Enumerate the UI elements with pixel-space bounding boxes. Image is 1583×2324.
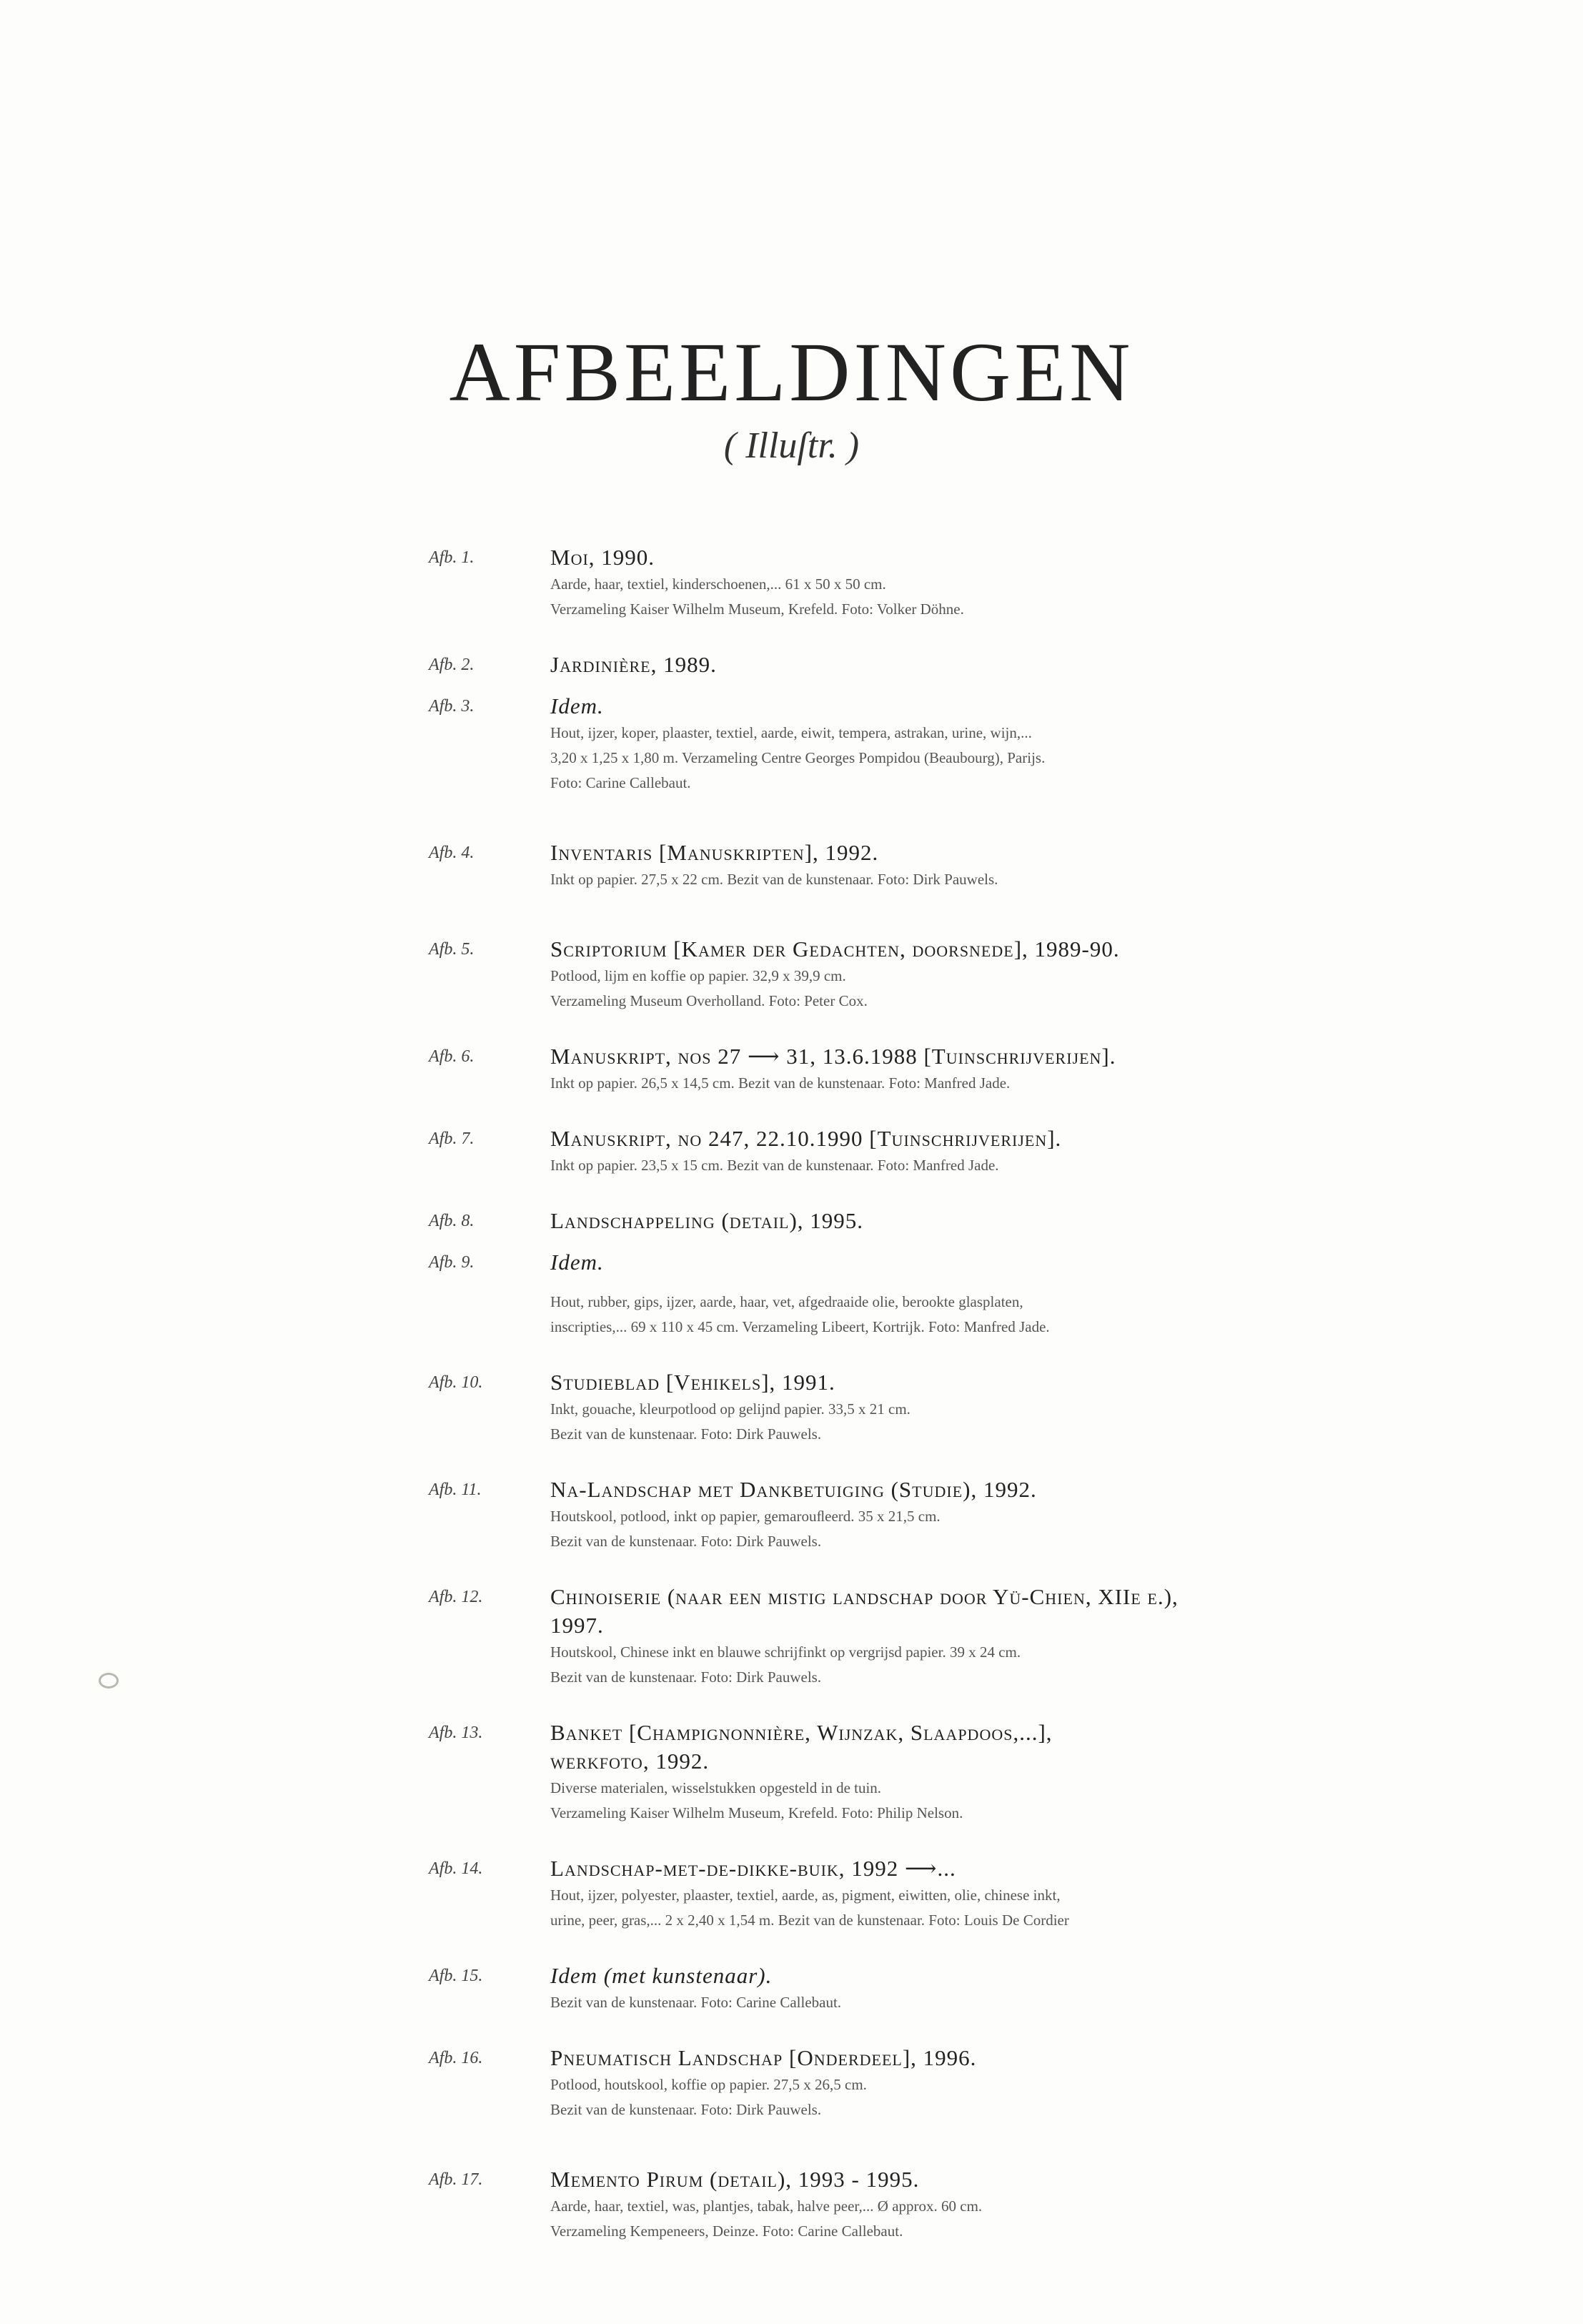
list-item (429, 1475, 1201, 1554)
entry-title: Manuskript, no 247, 22.10.1990 [Tuinschrijverijen]. (550, 1126, 1062, 1151)
list-item (429, 1042, 1201, 1096)
figure-number: Afb. 17. (429, 2170, 483, 2189)
entry-description: Inkt, gouache, kleurpotlood op gelijnd papier. 33,5 x 21 cm. (550, 1400, 910, 1418)
figure-number: Afb. 11. (429, 1480, 482, 1499)
list-item (429, 2044, 1201, 2122)
figure-number: Afb. 1. (429, 548, 475, 567)
list-item (429, 1124, 1201, 1178)
entry-description: Bezit van de kunstenaar. Foto: Dirk Pauwels. (550, 1533, 822, 1550)
figure-number: Afb. 9. (429, 1253, 475, 1272)
figure-number: Afb. 16. (429, 2049, 483, 2067)
entry-title: Banket [Champignonnière, Wijnzak, Slaapdoos,...], (550, 1720, 1053, 1745)
list-item (429, 651, 1201, 679)
entry-description: Verzameling Kaiser Wilhelm Museum, Krefeld. Foto: Philip Nelson. (550, 1804, 963, 1821)
entry-title: Jardinière, 1989. (550, 652, 717, 677)
list-item (429, 935, 1201, 1014)
figure-number: Afb. 3. (429, 697, 475, 716)
entry-description: Bezit van de kunstenaar. Foto: Dirk Pauwels. (550, 1668, 822, 1686)
figure-number: Afb. 14. (429, 1859, 483, 1878)
entry-description: Potlood, houtskool, koffie op papier. 27,5 x 26,5 cm. (550, 2076, 867, 2093)
figure-number: Afb. 2. (429, 656, 475, 674)
figure-number: Afb. 10. (429, 1373, 483, 1392)
entry-title: Landschappeling (detail), 1995. (550, 1208, 864, 1233)
entry-description: Diverse materialen, wisselstukken opgesteld in de tuin. (550, 1779, 882, 1796)
entry-title: Inventaris [Manuskripten], 1992. (550, 840, 879, 865)
entry-title: Chinoiserie (naar een mistig landschap door Yü-Chien, XIIe e.), 1997. (550, 1584, 1178, 1638)
entry-title: Memento Pirum (detail), 1993 - 1995. (550, 2167, 920, 2192)
list-item (429, 543, 1201, 622)
entry-description: 3,20 x 1,25 x 1,80 m. Verzameling Centre Georges Pompidou (Beaubourg), Parijs. (550, 749, 1046, 766)
entry-description: Houtskool, potlood, inkt op papier, gemarouﬂeerd. 35 x 21,5 cm. (550, 1508, 941, 1525)
entry-title: Moi, 1990. (550, 545, 655, 570)
entry-description: Inkt op papier. 26,5 x 14,5 cm. Bezit van de kunstenaar. Foto: Manfred Jade. (550, 1074, 1011, 1092)
paper-speck-mark (99, 1673, 119, 1688)
entry-description: Bezit van de kunstenaar. Foto: Carine Callebaut. (550, 1994, 842, 2011)
entry-title-continued: werkfoto, 1992. (550, 1749, 710, 1774)
list-item (429, 1854, 1201, 1933)
entry-description: Foto: Carine Callebaut. (550, 774, 691, 791)
list-item (429, 1583, 1201, 1690)
figure-number: Afb. 15. (429, 1967, 483, 1985)
page-title: AFBEELDINGEN (449, 325, 1134, 419)
entry-description: urine, peer, gras,... 2 x 2,40 x 1,54 m. Bezit van de kunstenaar. Foto: Louis De Cordier (550, 1912, 1069, 1929)
entry-description: Verzameling Kempeneers, Deinze. Foto: Carine Callebaut. (550, 2222, 903, 2240)
entry-description: Verzameling Museum Overholland. Foto: Peter Cox. (550, 992, 868, 1009)
entry-title: Idem. (550, 1250, 604, 1275)
entry-description: inscripties,... 69 x 110 x 45 cm. Verzameling Libeert, Kortrijk. Foto: Manfred Jade. (550, 1318, 1050, 1335)
entry-description: Potlood, lijm en koffie op papier. 32,9 x 39,9 cm. (550, 967, 846, 984)
entry-title: Idem (met kunstenaar). (550, 1963, 773, 1988)
entry-title: Landschap-met-de-dikke-buik, 1992 ⟶... (550, 1856, 956, 1881)
list-item (429, 1368, 1201, 1447)
list-item (429, 692, 1201, 796)
figure-number: Afb. 8. (429, 1212, 475, 1230)
entry-description: Inkt op papier. 27,5 x 22 cm. Bezit van de kunstenaar. Foto: Dirk Pauwels. (550, 871, 998, 888)
entry-description: Hout, ijzer, polyester, plaaster, textiel, aarde, as, pigment, eiwitten, olie, chinese inkt, (550, 1887, 1061, 1904)
entry-title: Scriptorium [Kamer der Gedachten, doorsnede], 1989-90. (550, 936, 1120, 961)
entry-title: Studieblad [Vehikels], 1991. (550, 1370, 835, 1395)
figure-number: Afb. 7. (429, 1129, 475, 1148)
list-item (429, 1207, 1201, 1235)
page-subtitle: ( Illuſtr. ) (723, 425, 860, 466)
figure-number: Afb. 6. (429, 1047, 475, 1066)
list-item (429, 1248, 1201, 1340)
figure-number: Afb. 13. (429, 1724, 483, 1742)
list-item (429, 2165, 1201, 2244)
entry-description: Aarde, haar, textiel, kinderschoenen,... 61 x 50 x 50 cm. (550, 575, 886, 593)
figure-number: Afb. 5. (429, 940, 475, 959)
entry-title: Idem. (550, 693, 604, 718)
list-item (429, 1719, 1201, 1826)
entry-title: Na-Landschap met Dankbetuiging (Studie), 1992. (550, 1477, 1037, 1502)
figure-number: Afb. 4. (429, 844, 475, 862)
entry-description: Hout, ijzer, koper, plaaster, textiel, aarde, eiwit, tempera, astrakan, urine, wijn,... (550, 724, 1032, 741)
entry-description: Bezit van de kunstenaar. Foto: Dirk Pauwels. (550, 1425, 822, 1443)
entry-description: Inkt op papier. 23,5 x 15 cm. Bezit van de kunstenaar. Foto: Manfred Jade. (550, 1157, 999, 1174)
illustration-list (429, 543, 1201, 2244)
list-item (429, 1962, 1201, 2015)
entry-description: Bezit van de kunstenaar. Foto: Dirk Pauwels. (550, 2101, 822, 2118)
entry-title: Manuskript, nos 27 ⟶ 31, 13.6.1988 [Tuinschrijverijen]. (550, 1044, 1116, 1069)
entry-description: Hout, rubber, gips, ijzer, aarde, haar, vet, afgedraaide olie, berookte glasplaten, (550, 1293, 1023, 1310)
list-item (429, 839, 1201, 892)
entry-description: Verzameling Kaiser Wilhelm Museum, Krefeld. Foto: Volker Döhne. (550, 600, 964, 618)
entry-description: Aarde, haar, textiel, was, plantjes, tabak, halve peer,... Ø approx. 60 cm. (550, 2197, 983, 2215)
entry-description: Houtskool, Chinese inkt en blauwe schrijfinkt op vergrijsd papier. 39 x 24 cm. (550, 1643, 1021, 1661)
entry-title: Pneumatisch Landschap [Onderdeel], 1996. (550, 2045, 977, 2070)
figure-number: Afb. 12. (429, 1588, 483, 1606)
